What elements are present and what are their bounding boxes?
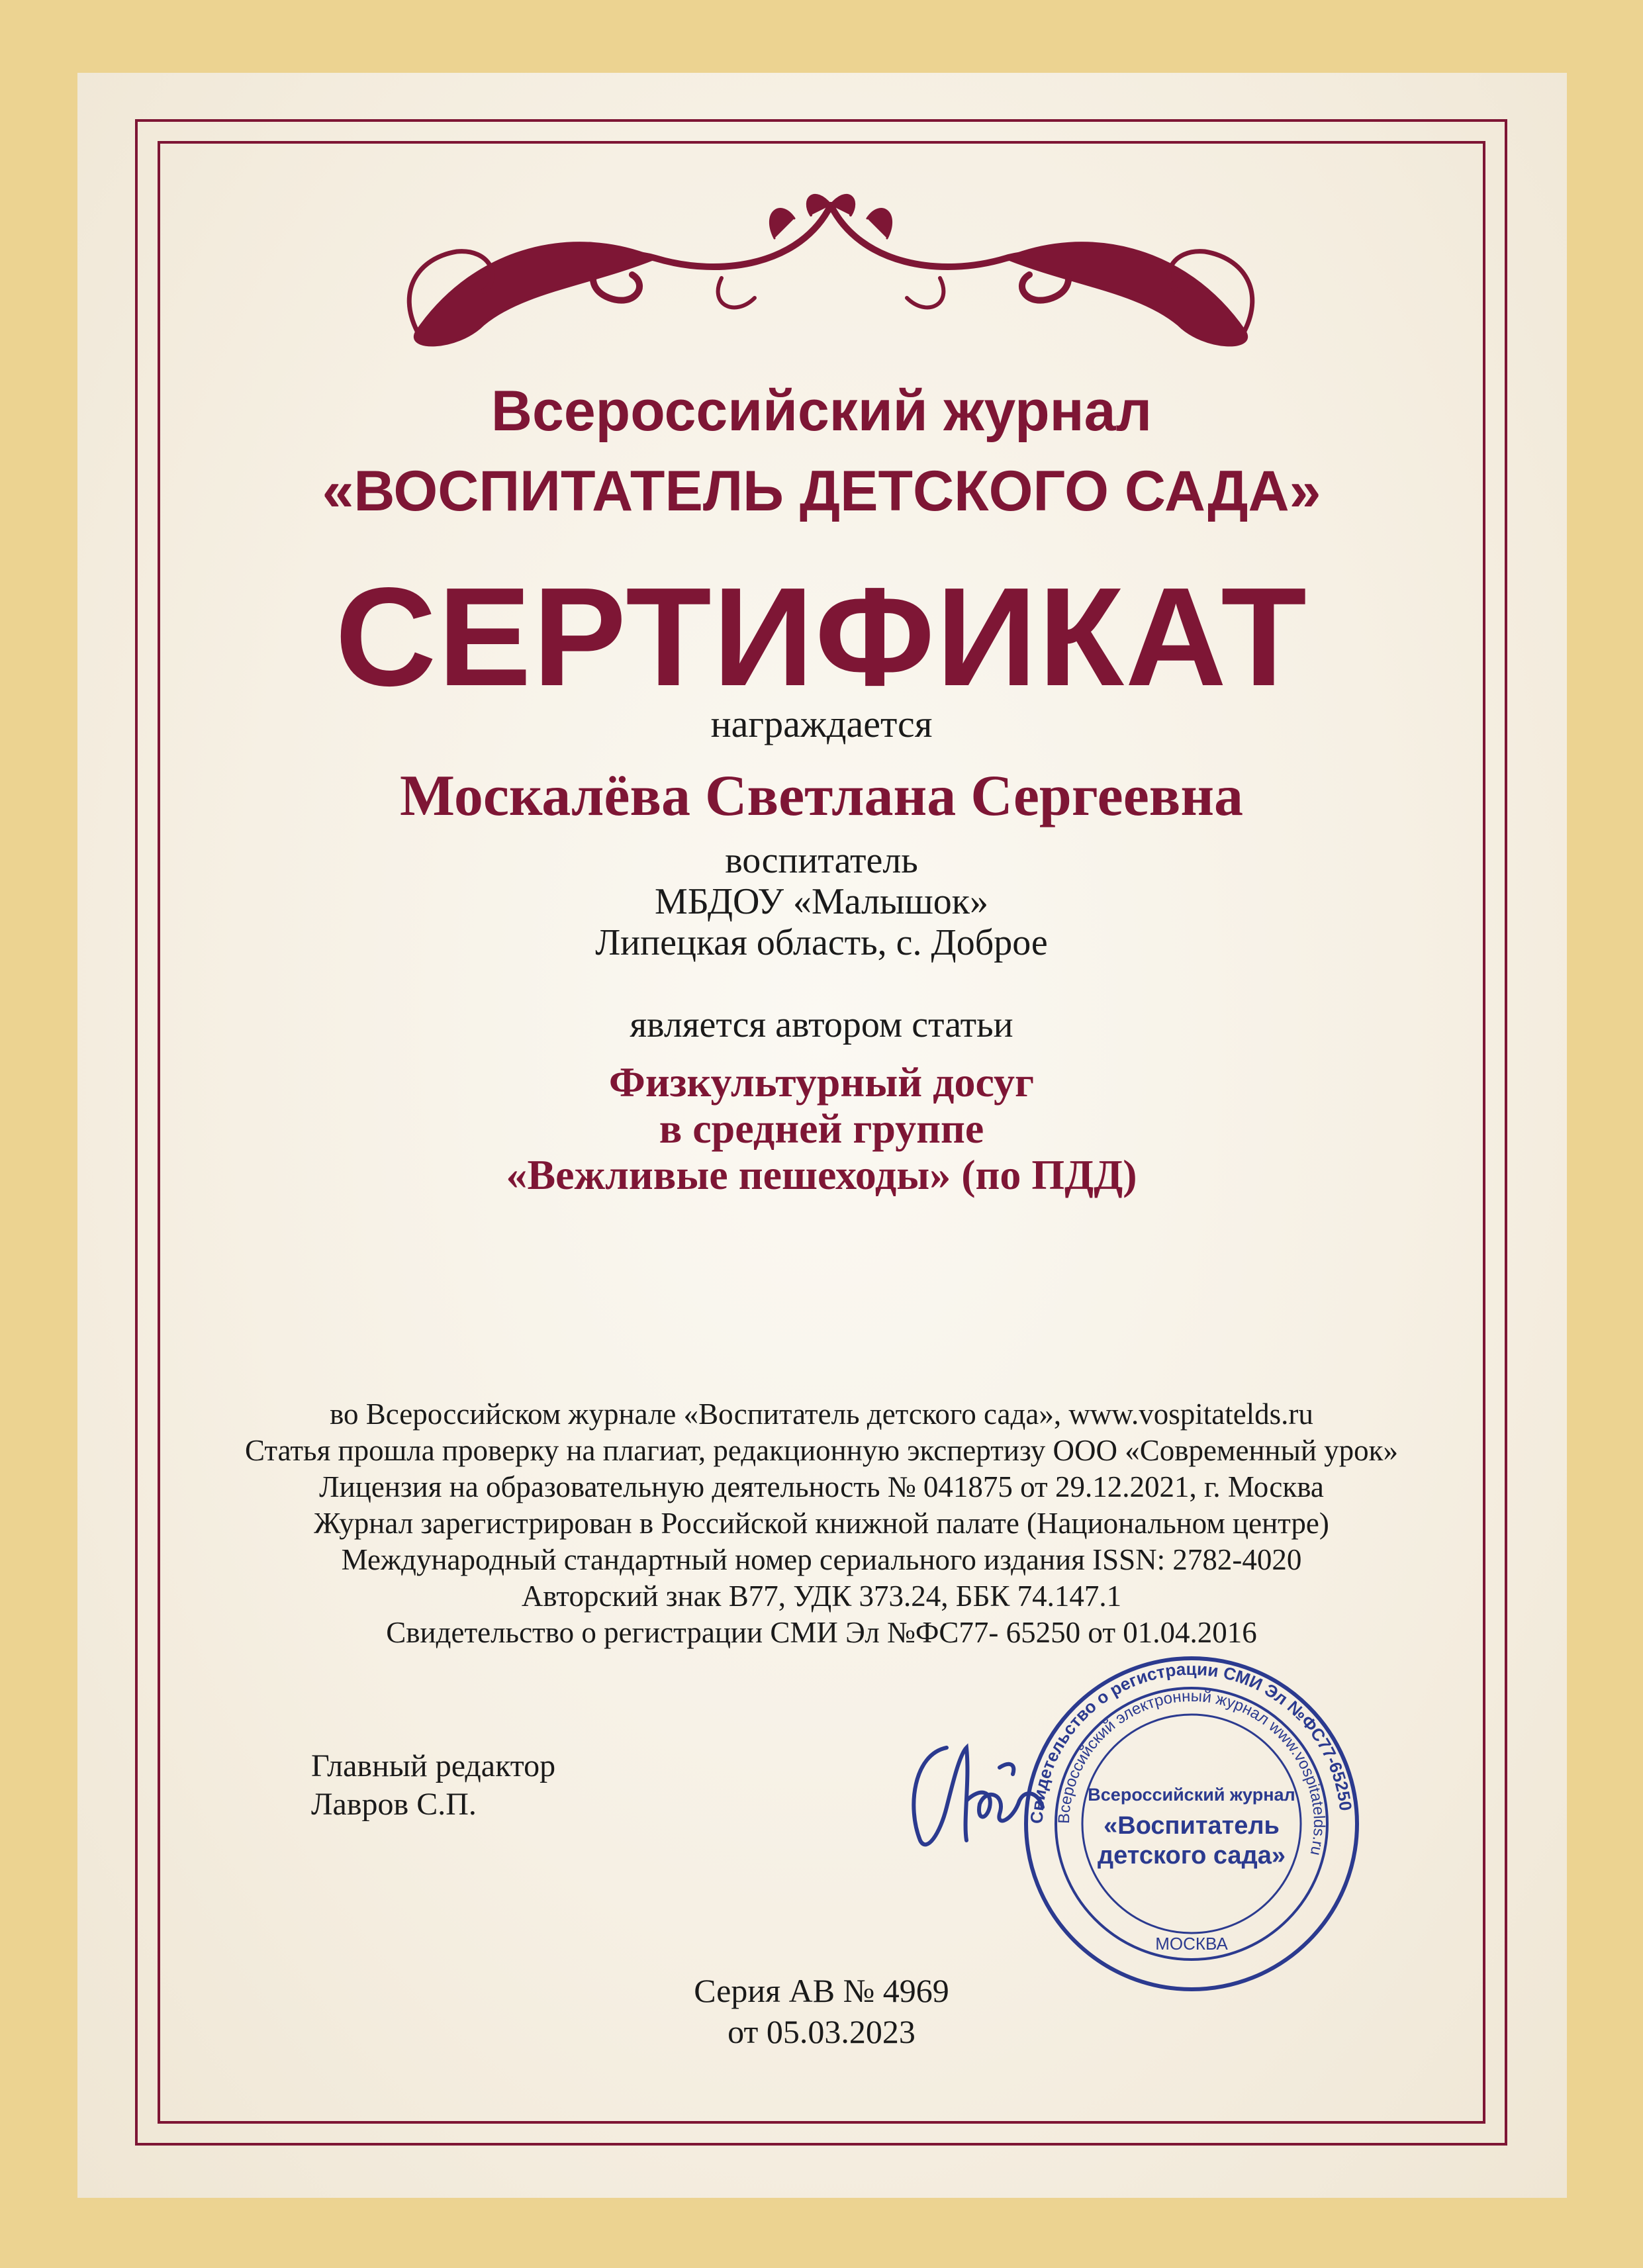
article-title-line: «Вежливые пешеходы» (по ПДД) (506, 1151, 1137, 1198)
awarded-label: награждается (710, 702, 933, 745)
recipient-organization: МБДОУ «Малышок» (655, 881, 988, 922)
author-label: является автором статьи (630, 1004, 1013, 1045)
journal-stamp (1019, 1652, 1364, 1996)
publication-info-line: Статья прошла проверку на плагиат, редакционную экспертизу ООО «Современный урок» (244, 1434, 1399, 1467)
recipient-region: Липецкая область, с. Доброе (595, 922, 1048, 963)
publication-info-line: Международный стандартный номер сериального издания ISSN: 2782-4020 (341, 1543, 1302, 1576)
publication-info-line: Лицензия на образовательную деятельность № 041875 от 29.12.2021, г. Москва (319, 1470, 1324, 1503)
publication-info-line: во Всероссийском журнале «Воспитатель детского сада», www.vospitatelds.ru (330, 1397, 1313, 1431)
certificate-title: СЕРТИФИКАТ (335, 558, 1308, 715)
recipient-name: Москалёва Светлана Сергеевна (399, 764, 1244, 828)
flourish-ornament (377, 185, 1284, 364)
stamp-inner-text: Всероссийский электронный журнал www.vospitatelds.ru (1055, 1687, 1329, 1858)
stamp-center-line3: детского сада» (1098, 1842, 1286, 1869)
recipient-position: воспитатель (725, 840, 918, 881)
publication-info-line: Свидетельство о регистрации СМИ Эл №ФС77- 65250 от 01.04.2016 (386, 1616, 1257, 1649)
editor-role: Главный редактор (311, 1748, 556, 1783)
publication-info-line: Журнал зарегистрирован в Российской книжной палате (Национальном центре) (314, 1507, 1329, 1540)
stamp-outer-text: Свидетельство о регистрации СМИ Эл №ФС77-65250 (1026, 1658, 1356, 1824)
journal-name-line1: Всероссийский журнал (491, 379, 1152, 443)
stamp-center-line2: «Воспитатель (1103, 1812, 1280, 1840)
stamp-center-line1: Всероссийский журнал (1088, 1785, 1295, 1805)
series-date: от 05.03.2023 (728, 2013, 915, 2050)
editor-name: Лавров С.П. (311, 1787, 477, 1822)
publication-info-line: Авторский знак В77, УДК 373.24, ББК 74.147.1 (521, 1580, 1122, 1613)
article-title-line: Физкультурный досуг (608, 1059, 1035, 1106)
journal-name-line2: «ВОСПИТАТЕЛЬ ДЕТСКОГО САДА» (322, 459, 1321, 523)
article-title-line: в средней группе (659, 1105, 984, 1152)
stamp-city: МОСКВА (1155, 1934, 1228, 1954)
series-number: Серия АВ № 4969 (694, 1972, 949, 2009)
